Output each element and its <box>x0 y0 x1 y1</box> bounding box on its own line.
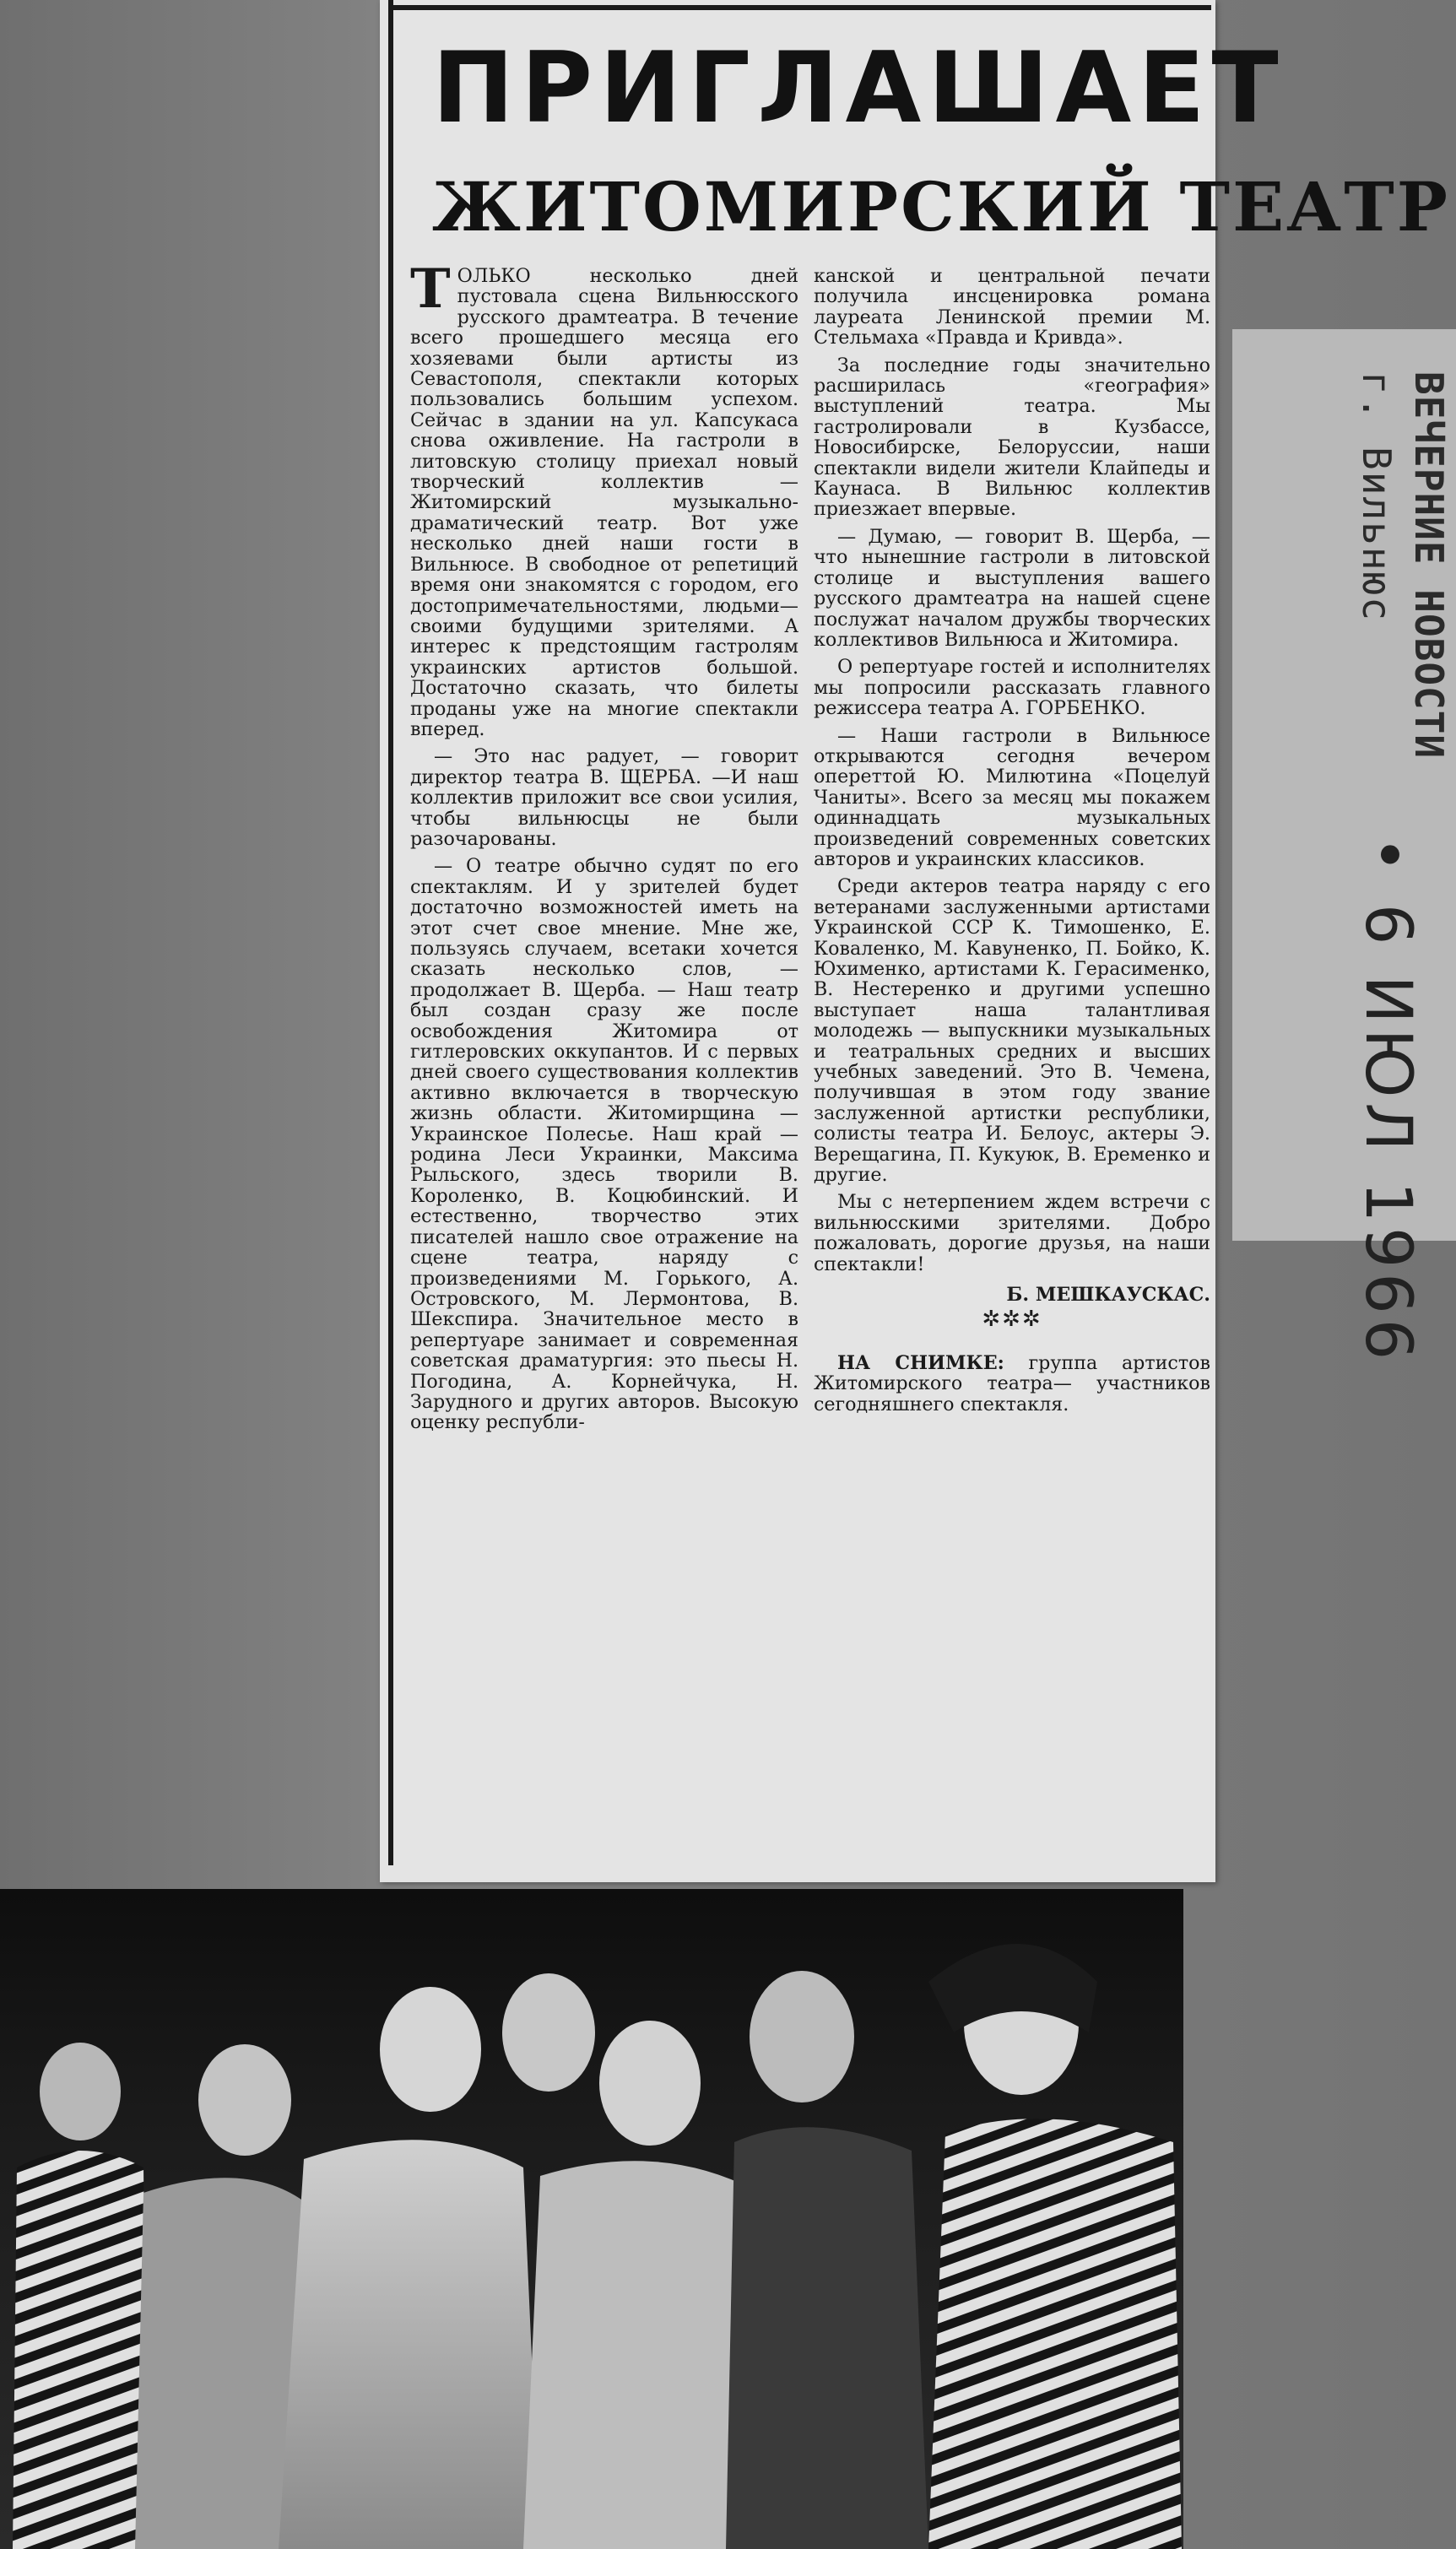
actor-figure-7 <box>928 2119 1182 2549</box>
actor-figure-3 <box>380 1987 481 2112</box>
subheadline: ЖИТОМИРСКИЙ ТЕАТР <box>432 167 1450 246</box>
caption-lead: НА СНИМКЕ: <box>837 1351 1004 1374</box>
paragraph: канской и центральной печати получила инсценировка романа лауреата Ленинской премии М. Стельмаха «Правда и Кривда». <box>814 265 1210 349</box>
paragraph: Среди актеров театра наряду с его ветеранами заслуженными артистами Украинской ССР К. Тимошенко, Е. Коваленко, М. Кавуненко, П. Бойко, К. Юхименко, артистами К. Герасименко, В. Нестеренко и другими успешно выступает наша талантливая молодежь — выпускники музыкальных и театральных средних и высших учебных заведений. Это В. Чемена, получившая в этом году звание заслуженной артистки республики, солисты театра И. Белоус, актеры Э. Верещагина, П. Кукуюк, В. Еременко и другие. <box>814 875 1210 1187</box>
headline: ПРИГЛАШАЕТ <box>432 31 1286 145</box>
actor-figure-5 <box>599 2021 701 2146</box>
paragraph: О репертуаре гостей и исполнителях мы попросили рассказать главного режиссера театра А. ГОРБЕНКО. <box>814 656 1210 720</box>
photo-figures <box>0 1889 1183 2549</box>
drop-cap: Т <box>410 257 451 321</box>
paragraph: За последние годы значительно расширилась «география» выступлений театра. Мы гастролировали в Кузбассе, Новосибирске, Белоруссии, наши спектакли видели жители Клайпеды и Каунаса. В Вильнюс коллектив приезжает впервые. <box>814 354 1210 521</box>
stamp-date: • 6 ИЮЛ 1966 <box>1351 836 1426 1366</box>
clipping-left-rule <box>388 0 393 1865</box>
actor-figure-1 <box>13 2151 148 2549</box>
caption-text: группа артистов Житомирского театра— участников сегодняшнего спектакля. <box>814 1351 1210 1415</box>
paragraph: — О театре обычно судят по его спектаклям. И у зрителей будет достаточно возможностей иметь на этот счет свое мнение. Мне же, пользуясь случаем, всетаки хочется сказать несколько слов, — продолжает В. Щерба. — Наш театр был создан сразу же после освобождения Житомира от гитлеровских оккупантов. И с первых дней своего существования коллектив активно включается в творческую жизнь области. Житомирщина — Украинское Полесье. Наш край — родина Леси Украинки, Максима Рыльского, здесь творили В. Короленко, В. Коцюбинский. И естественно, творчество этих писателей нашло свое отражение на сцене театра, наряду с произведениями М. Горького, А. Островского, М. Лермонтова, В. Шекспира. Значительное место в репертуаре занимает и современная советская драматургия: это пьесы Н. Погодина, А. Корнейчука, Н. Зарудного и других авторов. Высокую оценку республи- <box>410 855 798 1434</box>
paragraph: — Это нас радует, — говорит директор театра В. ЩЕРБА. —И наш коллектив приложит все свои усилия, чтобы вильнюсцы не были разочарованы. <box>410 745 798 850</box>
actor-figure-4 <box>502 1973 595 2092</box>
actor-figure-1 <box>40 2043 121 2140</box>
group-photo <box>0 1889 1183 2549</box>
paragraph-text: ОЛЬКО несколько дней пустовала сцена Вильнюсского русского драмтеатра. В течение всего прошедшего месяца его хозяевами были артисты из Севастополя, спектакли которых пользовались большим успехом. Сейчас в здании на ул. Капсукаса снова оживление. На гастроли в литовскую столицу приехал новый творческий коллектив — Житомирский музыкально-драматический театр. Вот уже несколько дней наши гости в Вильнюсе. В свободное от репетиций время они знакомятся с городом, его достопримечательностями, людьми—своими будущими зрителями. А интерес к предстоящим гастролям украинских артистов большой. Достаточно сказать, что билеты проданы уже на многие спектакли вперед. <box>410 265 798 740</box>
author-signature: Б. МЕШКАУСКАС. <box>1006 1284 1210 1307</box>
article-column-1 <box>410 257 798 1440</box>
clipping-top-rule <box>388 5 1211 10</box>
actor-figure-3 <box>279 2140 540 2549</box>
paragraph <box>410 257 798 740</box>
stamp-publication: ВЕЧЕРНИЕ НОВОСТИ <box>1406 371 1452 760</box>
paragraph: — Думаю, — говорит В. Щерба, — что нынешние гастроли в литовской столице и выступления вашего русского драмтеатра на нашей сцене послужат началом дружбы творческих коллективов Вильнюса и Житомира. <box>814 525 1210 651</box>
stamp-city: г. Вильнюс <box>1354 371 1399 622</box>
actor-figure-5 <box>523 2161 760 2549</box>
article-column-2 <box>814 266 1210 1421</box>
actor-figure-2 <box>198 2044 291 2156</box>
photo-caption <box>814 1353 1210 1415</box>
separator-stars: ✲✲✲ <box>982 1306 1042 1332</box>
actor-figure-6 <box>726 2127 928 2549</box>
paragraph: Мы с нетерпением ждем встречи с вильнюсскими зрителями. Добро пожаловать, дорогие друзья, на наши спектакли! <box>814 1191 1210 1275</box>
actor-figure-6 <box>750 1971 854 2103</box>
paragraph: — Наши гастроли в Вильнюсе открываются сегодня вечером опереттой Ю. Милютина «Поцелуй Чаниты». Всего за месяц мы покажем одиннадцать музыкальных произведений современных советских авторов и украинских классиков. <box>814 724 1210 870</box>
